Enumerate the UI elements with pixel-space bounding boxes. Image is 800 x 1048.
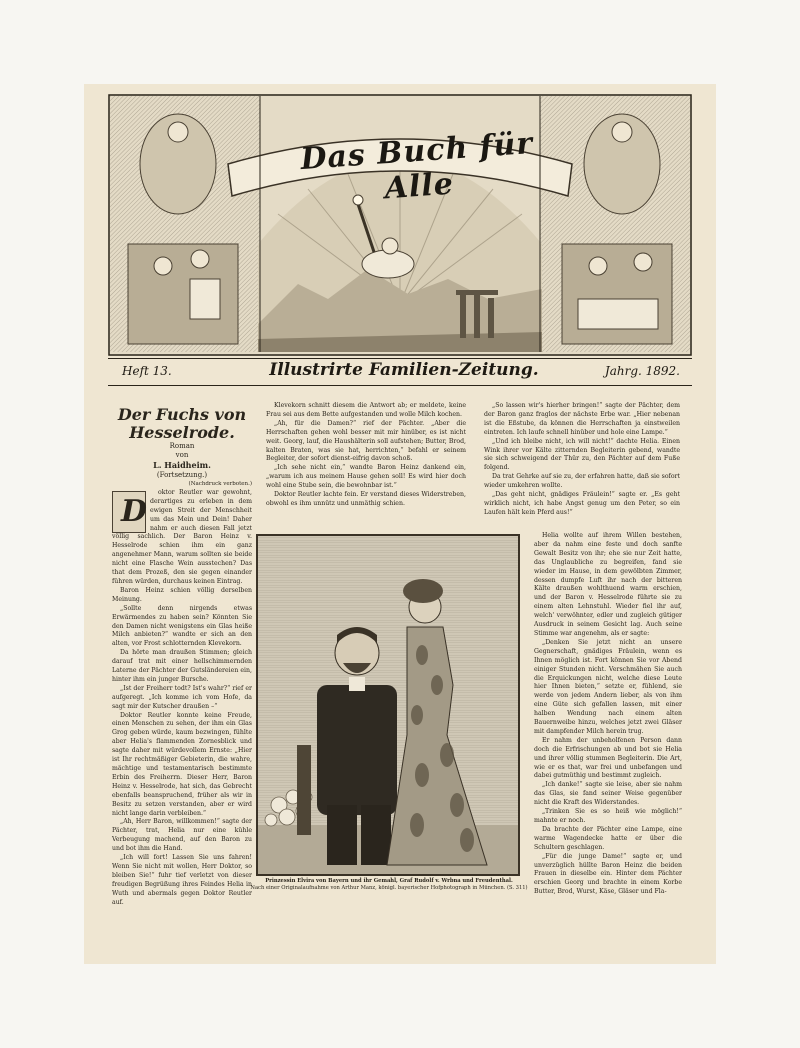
paragraph: Da hörte man draußen Stimmen; gleich darauf trat mit einer hellschimmernden Laterne der Pächter der Gutsländereien ein, hinter ihm ein junger Bursche. xyxy=(112,649,252,683)
paragraph: Doktor Reutler konnte keine Freude, einen Menschen zu sehen, der ihm ein Glas Grog geben würde, kaum bezwingen, fühlte aber Helia's flammenden Zornesblick und sagte daher mit würdevollem Ernste: „Hier ist Ihr rechtmäßiger Gebieterin, die wahre, mächtige und testamentarisch bestimmte Erbin des Freiherrn. Dieser Herr, Baron Heinz v. Hesselrode, hat sich, das Gebrecht ebenfalls beanspruchend, früher als wir in Besitz zu setzen verstanden, aber er wird nicht lange darin verbleiben.“ xyxy=(112,711,252,817)
paragraph: „Ich sehe nicht ein,“ wandte Baron Heinz dankend ein, „warum ich aus meinem Hause gehen soll! Es wird hier doch wohl eine Stube sein, die bewohnbar ist.“ xyxy=(266,464,466,490)
story-continuation: (Fortsetzung.) xyxy=(156,471,208,479)
passe-partout-mat xyxy=(84,84,716,964)
paragraph: „Ah, für die Damen?“ rief der Pächter. „Aber die Herrschaften gehen wohl besser mit mir hinüber, es ist nicht weit. Georg, lauf, die Haushälterin soll aufstehen; Butter, Brod, kalten Braten, was sie hat, herrichten,“ befahl er seinem Begleiter, der sofort dienst-eifrig davon schoß. xyxy=(266,419,466,463)
masthead-rule-bottom xyxy=(108,385,692,386)
paragraph: Da trat Gehrke auf sie zu, der erfahren hatte, daß sie sofort wieder umkehren wollte. xyxy=(484,473,680,490)
masthead-illustration xyxy=(108,94,692,356)
caption-title: Prinzessin Elvira von Bayern und ihr Gemahl, Graf Rudolf v. Wrbna und Freudenthal. xyxy=(265,878,513,884)
column-1 xyxy=(112,406,252,908)
issue-number: Heft 13. xyxy=(122,364,172,378)
story-title: Der Fuchs von Hesselrode. xyxy=(117,405,247,442)
portrait-illustration xyxy=(257,535,519,875)
paragraph: „So lassen wir's hierher bringen!“ sagte der Pächter, dem der Baron ganz fraglos der nächste Erbe war. „Hier nebenan ist die Eßstube, da können die Herrschaften ja einstweilen eintreten. Ich laufe schnell hinüber und hole eine Lampe.“ xyxy=(484,402,680,436)
column-3 xyxy=(484,402,680,518)
paragraph: Helia wollte auf ihrem Willen bestehen, aber da nahm eine feste und doch sanfte Gewalt Besitz von ihr; ehe sie nur Zeit hatte, das Unglaubliche zu begreifen, fand sie wieder im Hause, in dem gewölbten Zimmer, dessen dumpfe Luft ihr nach der bitteren Kälte draußen wohlthuend warm erschien, und der Baron v. Hesselrode führte sie zu einem alten Lehnstuhl. Wieder fiel ihr auf, welch' verwöhnter, edler und zugleich gütiger Ausdruck in seinem Gesicht lag. Auch seine Stimme war angenehm, als er sagte: xyxy=(534,532,682,637)
paragraph: „Für die junge Dame!“ sagte er, und unverzüglich hüllte Baron Heinz die beiden Frauen in dieselbe ein. Hinter dem Pächter erschien Georg und brachte in einem Korbe Butter, Brod, Wurst, Käse, Gläser und Fla- xyxy=(534,852,682,896)
masthead-rule-top xyxy=(108,358,692,359)
paragraph: Baron Heinz schien völlig derselben Meinung. xyxy=(112,586,252,603)
paragraph: Doktor Reutler lachte fein. Er verstand dieses Widerstreben, obwohl es ihm unnütz und unmäthig schien. xyxy=(266,491,466,507)
story-by: von xyxy=(175,451,189,459)
issue-year: Jahrg. 1892. xyxy=(604,364,680,378)
paragraph: „Ich will fort! Lassen Sie uns fahren! Wenn Sie nicht mit wollen, Herr Doktor, so bleiben Sie!“ fuhr tief verletzt von dieser freudigen Begrüßung ihres Feindes Helia in Wuth und abermals gegen Doktor Reutler auf. xyxy=(112,854,252,906)
portrait-photo xyxy=(256,534,520,876)
drop-cap: D xyxy=(112,491,146,533)
paragraph: Er nahm der unbeholfenen Person dann doch die Erfrischungen ab und bot sie Helia und ihrer völlig stummen Begleiterin. Die Art, wie er es that, war frei und unbefangen und dabei gutmüthig und bestimmt zugleich. xyxy=(534,736,682,780)
paragraph: Klevekorn schnitt diesem die Antwort ab; er meldete, keine Frau sei aus dem Bette aufgestanden und wolle Milch kochen. xyxy=(266,402,466,418)
story-author: L. Haidheim. xyxy=(153,460,211,470)
paragraph: „Trinken Sie es so heiß wie möglich!“ mahnte er noch. xyxy=(534,808,682,824)
story-genre: Roman xyxy=(169,442,195,450)
paragraph: oktor Reutler war gewohnt, derartiges zu erleben in dem ewigen Streit der Menschheit um das Mein und Dein! Daher nahm er auch diesen Fall jetzt völlig sachlich. Der Baron Heinz v. Hesselrode schien ihm ein ganz angenehmer Mann, warum sollten sie beide nicht eine Flasche Wein ausstechen? Das that dem Prozeß, den sie gegen einander führen würden, durchaus keinen Eintrag. xyxy=(112,488,252,585)
column-3-continued xyxy=(534,532,682,897)
paragraph: „Das geht nicht, gnädiges Fräulein!“ sagte er. „Es geht wirklich nicht, ich habe Angst genug um den Peter, so ein Laufen hält kein Pferd aus!“ xyxy=(484,491,680,516)
masthead-engraving xyxy=(108,94,692,356)
column-2 xyxy=(266,402,466,509)
paragraph: „Sollte denn nirgends etwas Erwärmendes zu haben sein? Könnten Sie den Damen nicht wenigstens ein Glas heiße Milch anbieten?“ wandte er sich an den alten, vor Frost schlotternden Klevekorn. xyxy=(112,604,252,648)
paragraph: „Ich danke!“ sagte sie leise, aber sie nahm das Glas, sie fand seiner Weise gegenüber nicht die Kraft des Widerstandes. xyxy=(534,781,682,807)
photo-caption xyxy=(244,878,534,892)
paragraph: „Ah, Herr Baron, willkommen!“ sagte der Pächter, trat, Helia nur eine kühle Verbeugung machend, auf den Baron zu und bot ihm die Hand. xyxy=(112,818,252,853)
issue-bar xyxy=(114,360,686,384)
paragraph: „Ist der Freiherr todt? Ist's wahr?“ rief er aufgeregt. „Ich komme ich vom Hofe, da sagt mir der Kutscher draußen –“ xyxy=(112,684,252,710)
newspaper-page xyxy=(84,84,716,964)
paragraph: Da brachte der Pächter eine Lampe, eine warme Wagendecke hatte er über die Schultern geschlagen. xyxy=(534,825,682,851)
paragraph: „Denken Sie jetzt nicht an unsere Gegnerschaft, gnädiges Fräulein, wenn es Ihnen möglich ist. Fort können Sie vor Abend einiger Stunden nicht. Verschmähen Sie auch die Erquickungen nicht, welche diese Leute hier Ihnen bieten,“ setzte er, fühlend, sie werde von jedem Andern lieber, als von ihm eine Güte sich gefallen lassen, mit einer halben Wendung nach einem alten Bauernweibe hinzu, welches jetzt zwei Gläser mit dampfender Milch herein trug. xyxy=(534,638,682,735)
masthead-title: Das Buch für Alle xyxy=(299,125,535,207)
masthead-subtitle: Illustrirte Familien-Zeitung. xyxy=(269,360,539,380)
caption-credit: Nach einer Originalaufnahme von Arthur Manz, königl. bayerischer Hofphotograph in München. (S. 311) xyxy=(250,885,528,891)
paragraph: „Und ich bleibe nicht, ich will nicht!“ dachte Helia. Einen Wink ihrer vor Kälte zitternden Begleiterin gebend, wandte sie sich schweigend der Thür zu, den Pächter auf dem Fuße folgend. xyxy=(484,437,680,472)
rights-note: (Nachdruck verboten.) xyxy=(188,481,252,487)
